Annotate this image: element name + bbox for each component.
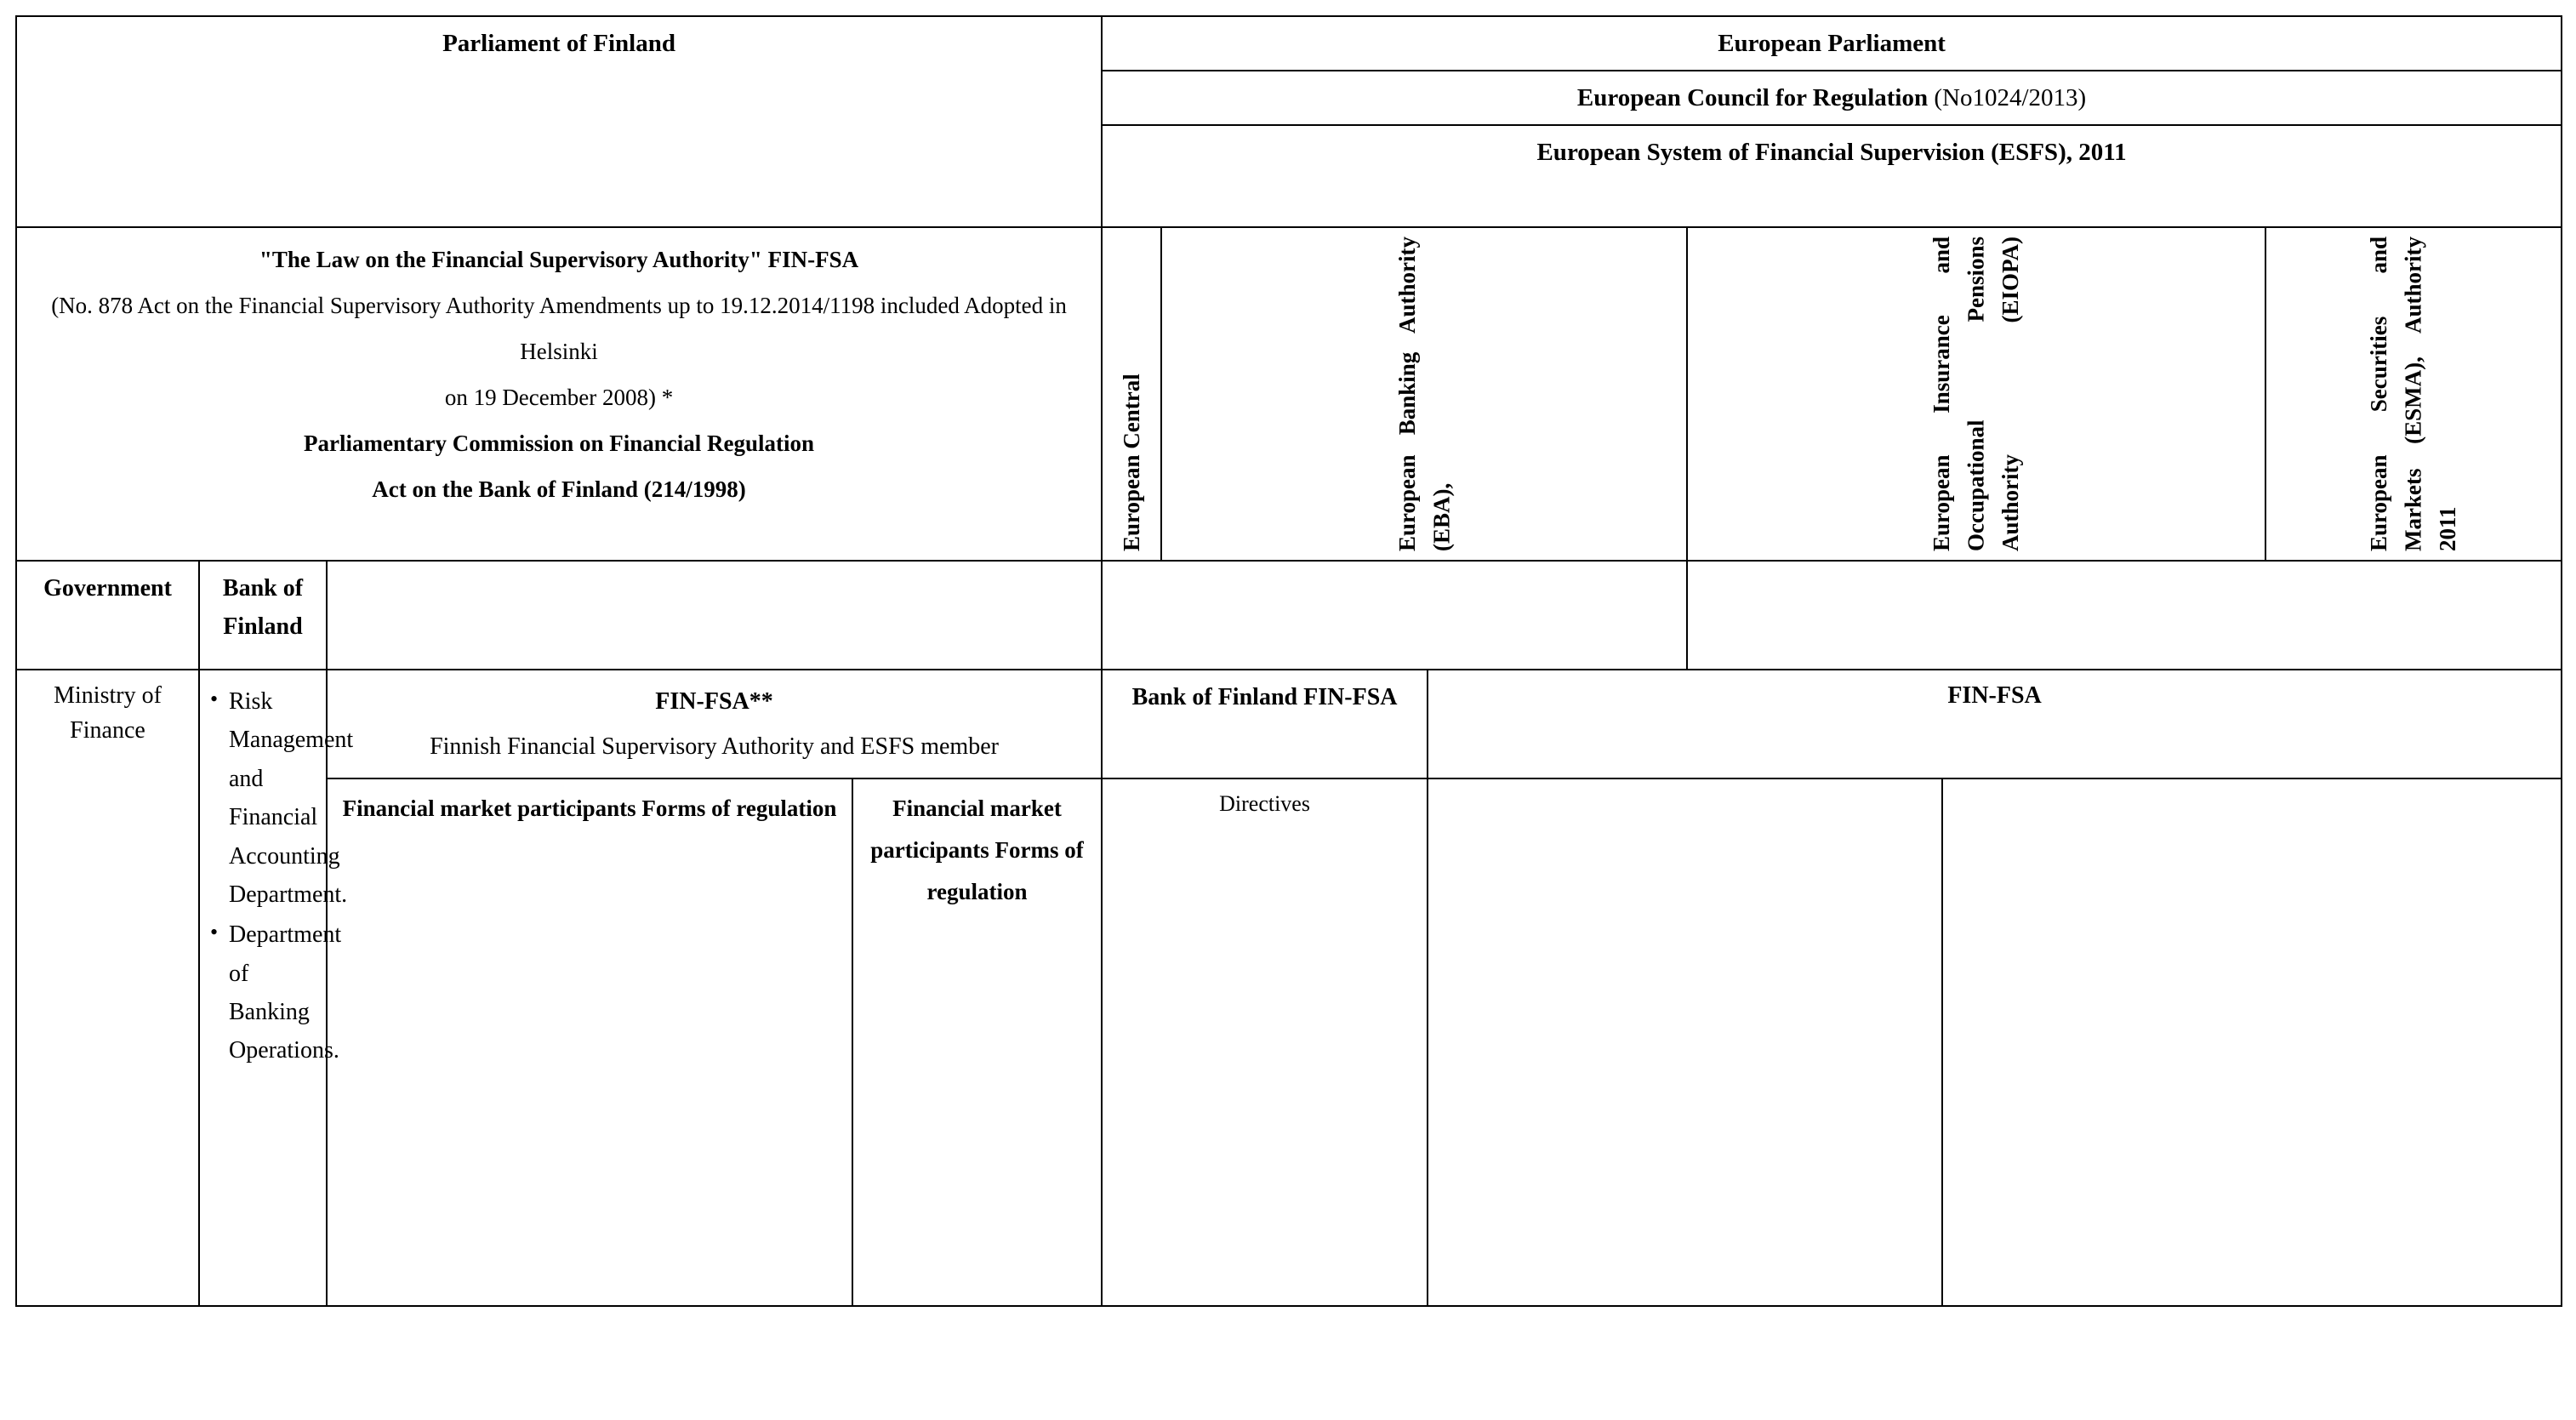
directives-cell — [1102, 778, 1428, 1306]
government-row-empty-middle — [327, 561, 1102, 670]
government-cell — [16, 561, 199, 670]
regulation-number: (No1024/2013) — [1934, 84, 2087, 112]
list-item: • Risk Management and Financial Accounting Department. — [210, 682, 316, 914]
act-bank-of-finland-line: Act on the Bank of Finland (214/1998) — [372, 476, 746, 503]
table-row-header-1 — [16, 16, 2562, 71]
table-row-ministry — [16, 670, 2562, 778]
vertical-header-esma-label: European Securities and Markets (ESMA), Authority 2011 — [2366, 237, 2461, 552]
departments-cell — [199, 670, 354, 1306]
european-parliament-band — [1102, 16, 2562, 71]
ministry-of-finance-cell — [16, 670, 199, 1306]
european-council-label: European Council for Regulation — [1576, 84, 1935, 112]
bank-of-finland-cell — [199, 561, 327, 670]
vertical-header-esma — [2265, 227, 2562, 561]
law-text-cell — [16, 227, 1102, 561]
law-adoption-line: on 19 December 2008) * — [444, 385, 674, 411]
vertical-header-ecb — [1102, 227, 1161, 561]
table-row-law-and-vertical-headers — [16, 227, 2562, 561]
bank-of-finland-label: Bank of Finland — [222, 575, 304, 640]
vertical-header-eiopa-label: European Insurance and Occupational Pensions Authority (EIOPA) — [1929, 237, 2024, 552]
bank-of-finland-finfsa-cell — [1102, 670, 1428, 778]
departments-list — [210, 682, 354, 1070]
finfsa-right-label: FIN-FSA — [1947, 682, 2042, 710]
vertical-header-eiopa — [1687, 227, 2265, 561]
forms-row-empty-eiopa — [1428, 778, 1942, 1306]
european-parliament-label: European Parliament — [1718, 30, 1946, 57]
parliamentary-commission-line: Parliamentary Commission on Financial Regulation — [304, 431, 815, 457]
forms-row-empty-esma — [1942, 778, 2562, 1306]
bank-of-finland-finfsa-label: Bank of Finland FIN-FSA — [1131, 684, 1398, 711]
finfsa-subtitle: Finnish Financial Supervisory Authority and ESFS member — [430, 733, 999, 761]
finfsa-header-cell — [327, 670, 1102, 778]
esfs-band — [1102, 125, 2562, 227]
law-title-line: "The Law on the Financial Supervisory Authority" FIN-FSA — [259, 247, 859, 273]
government-row-empty-eiopa-esma — [1687, 561, 2562, 670]
regulatory-structure-table — [15, 15, 2562, 1307]
vertical-header-eba-label: European Banking Authority (EBA), — [1393, 237, 1455, 552]
government-label: Government — [43, 575, 172, 602]
law-amendments-line: (No. 878 Act on the Financial Supervisory Authority Amendments up to 19.12.2014/1198 included Adopted in Helsinki — [51, 293, 1067, 365]
ministry-of-finance-label: Ministry of Finance — [54, 682, 162, 744]
parliament-of-finland-cell — [16, 16, 1102, 227]
vertical-header-ecb-label: European Central — [1118, 374, 1144, 552]
directives-label: Directives — [1219, 791, 1310, 817]
finfsa-title: FIN-FSA** — [655, 688, 773, 716]
vertical-header-eba — [1161, 227, 1687, 561]
forms-of-regulation-left-cell — [327, 778, 852, 1306]
forms-of-regulation-right-label: Financial market participants Forms of regulation — [870, 796, 1084, 904]
government-row-empty-ecb-eba — [1102, 561, 1687, 670]
table-row-forms — [16, 778, 2562, 1306]
european-council-regulation-band — [1102, 71, 2562, 125]
list-item: • Department of Banking Operations. — [210, 915, 316, 1069]
finfsa-right-cell — [1428, 670, 2562, 778]
parliament-of-finland-label: Parliament of Finland — [442, 30, 675, 57]
esfs-label: European System of Financial Supervision (ESFS), 2011 — [1536, 139, 2127, 167]
forms-of-regulation-right-cell — [852, 778, 1102, 1306]
forms-of-regulation-left-label: Financial market participants Forms of regulation — [342, 796, 837, 822]
table-row-government — [16, 561, 2562, 670]
